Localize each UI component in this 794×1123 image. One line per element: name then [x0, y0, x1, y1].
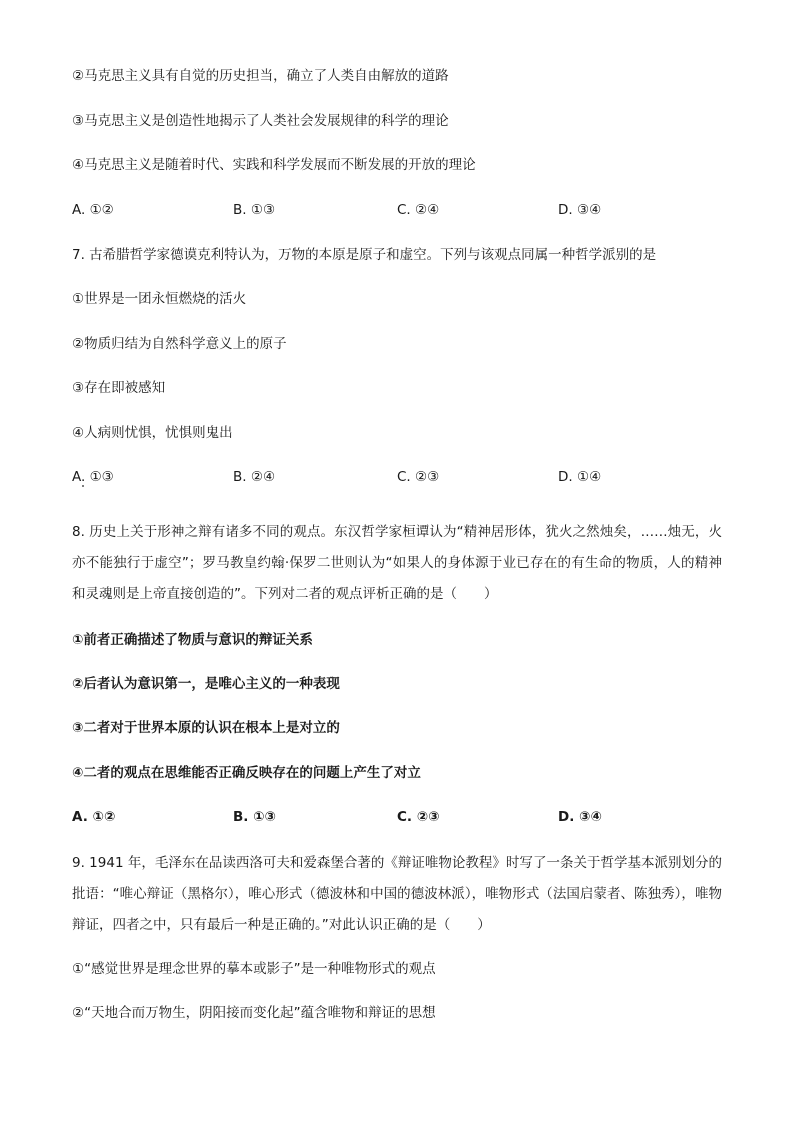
q8-option-a: A. ①②: [72, 809, 116, 825]
stray-dot: [82, 485, 84, 487]
q8-item-2: ②后者认为意识第一，是唯心主义的一种表现: [72, 676, 340, 692]
q6-option-d: D. ③④: [558, 202, 602, 218]
q7-option-a: A. ①③: [72, 469, 114, 485]
q7-stem: 7. 古希腊哲学家德谟克利特认为，万物的本原是原子和虚空。下列与该观点同属一种哲学派别的是: [72, 247, 657, 263]
q7-options: [72, 467, 722, 487]
q6-option-a: A. ①②: [72, 202, 114, 218]
q6-item-4: ④马克思主义是随着时代、实践和科学发展而不断发展的开放的理论: [72, 157, 476, 173]
q9-stem: 9. 1941 年，毛泽东在品读西洛可夫和爱森堡合著的《辩证唯物论教程》时写了一条关于哲学基本派别划分的批语：“唯心辩证（黑格尔），唯心形式（德波林和中国的德波林派），唯物形式（法国启蒙者、陈独秀），唯物辩证，四者之中，只有最后一种是正确的。”对此认识正确的是（ ）: [72, 855, 722, 933]
q8-item-3: ③二者对于世界本原的认识在根本上是对立的: [72, 720, 340, 736]
q7-option-d: D. ①④: [558, 469, 602, 485]
q6-item-2: ②马克思主义具有自觉的历史担当，确立了人类自由解放的道路: [72, 68, 449, 84]
q8-item-4: ④二者的观点在思维能否正确反映存在的问题上产生了对立: [72, 765, 421, 781]
q9-item-2: ②“天地合而万物生，阴阳接而变化起”蕴含唯物和辩证的思想: [72, 1005, 436, 1021]
q8-option-b: B. ①③: [233, 809, 276, 825]
q7-item-1: ①世界是一团永恒燃烧的活火: [72, 291, 247, 307]
q8-option-d: D. ③④: [558, 809, 602, 825]
q6-option-b: B. ①③: [233, 202, 276, 218]
q6-options: [72, 200, 722, 220]
q7-item-3: ③存在即被感知: [72, 380, 166, 396]
q7-item-4: ④人病则忧惧，忧惧则鬼出: [72, 425, 233, 441]
q7-option-b: B. ②④: [233, 469, 276, 485]
q8-item-1: ①前者正确描述了物质与意识的辩证关系: [72, 632, 313, 648]
q7-option-c: C. ②③: [397, 469, 440, 485]
q7-item-2: ②物质归结为自然科学意义上的原子: [72, 336, 287, 352]
q8-stem: 8. 历史上关于形神之辩有诸多不同的观点。东汉哲学家桓谭认为“精神居形体，犹火之然烛矣，……烛无，火亦不能独行于虚空”；罗马教皇约翰·保罗二世则认为“如果人的身体源于业已存在的有生命的物质，人的精神和灵魂则是上帝直接创造的”。下列对二者的观点评析正确的是（ ）: [72, 524, 722, 602]
q6-option-c: C. ②④: [397, 202, 440, 218]
q6-item-3: ③马克思主义是创造性地揭示了人类社会发展规律的科学的理论: [72, 113, 449, 129]
q8-options: [72, 807, 722, 827]
q9-item-1: ①“感觉世界是理念世界的摹本或影子”是一种唯物形式的观点: [72, 961, 436, 977]
q8-option-c: C. ②③: [397, 809, 440, 825]
